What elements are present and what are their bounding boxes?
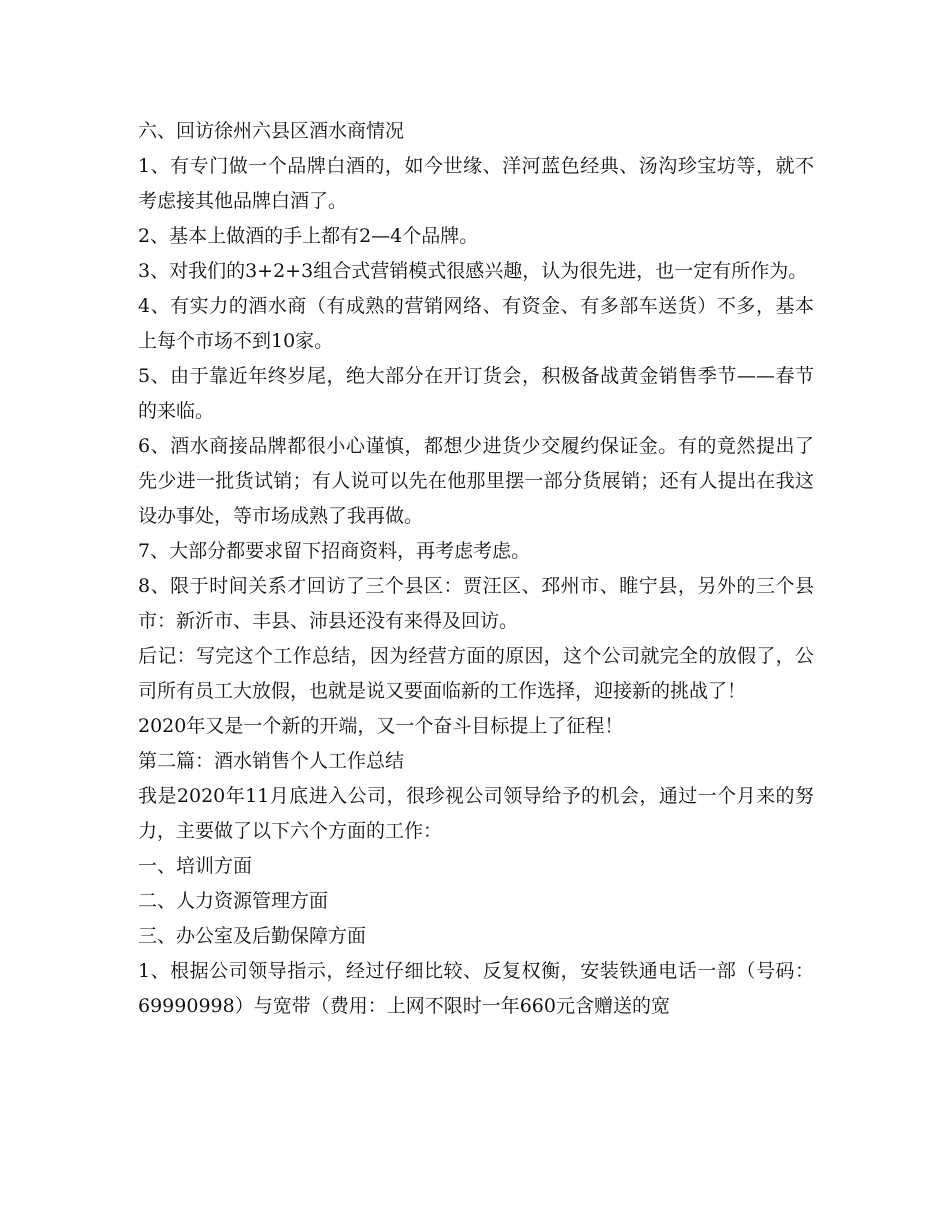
section-heading: 二、人力资源管理方面 [138,890,329,912]
postscript-paragraph: 后记：写完这个工作总结，因为经营方面的原因，这个公司就完全的放假了，公司所有员工大放假，也就是说又要面临新的工作选择，迎接新的挑战了！ [138,645,814,702]
list-item: 4、有实力的酒水商（有成熟的营销网络、有资金、有多部车送货）不多，基本上每个市场不到10家。 [138,295,814,352]
section-heading-revisit: 六、回访徐州六县区酒水商情况 [138,120,405,142]
section-heading: 一、培训方面 [138,855,253,877]
body-paragraph: 2020年又是一个新的开端，又一个奋斗目标提上了征程！ [138,715,624,737]
list-item: 5、由于靠近年终岁尾，绝大部分在开订货会，积极备战黄金销售季节——春节的来临。 [138,365,814,422]
list-item: 6、酒水商接品牌都很小心谨慎，都想少进货少交履约保证金。有的竟然提出了先少进一批货试销；有人说可以先在他那里摆一部分货展销；还有人提出在我这设办事处，等市场成熟了我再做。 [138,435,814,527]
document-body [138,114,814,1024]
list-item: 2、基本上做酒的手上都有2—4个品牌。 [138,225,479,247]
list-item: 1、有专门做一个品牌白酒的，如今世缘、洋河蓝色经典、汤沟珍宝坊等，就不考虑接其他品牌白酒了。 [138,155,814,212]
list-item: 8、限于时间关系才回访了三个县区：贾汪区、邳州市、睢宁县，另外的三个县市：新沂市、丰县、沛县还没有来得及回访。 [138,575,814,632]
section-heading: 三、办公室及后勤保障方面 [138,925,367,947]
body-paragraph: 我是2020年11月底进入公司，很珍视公司领导给予的机会，通过一个月来的努力，主要做了以下六个方面的工作： [138,785,814,842]
article-title: 第二篇：酒水销售个人工作总结 [138,750,405,772]
list-item: 3、对我们的3+2+3组合式营销模式很感兴趣，认为很先进，也一定有所作为。 [138,260,808,282]
list-item: 1、根据公司领导指示，经过仔细比较、反复权衡，安装铁通电话一部（号码：69990998）与宽带（费用：上网不限时一年660元含赠送的宽 [138,960,814,1017]
list-item: 7、大部分都要求留下招商资料，再考虑考虑。 [138,540,531,562]
